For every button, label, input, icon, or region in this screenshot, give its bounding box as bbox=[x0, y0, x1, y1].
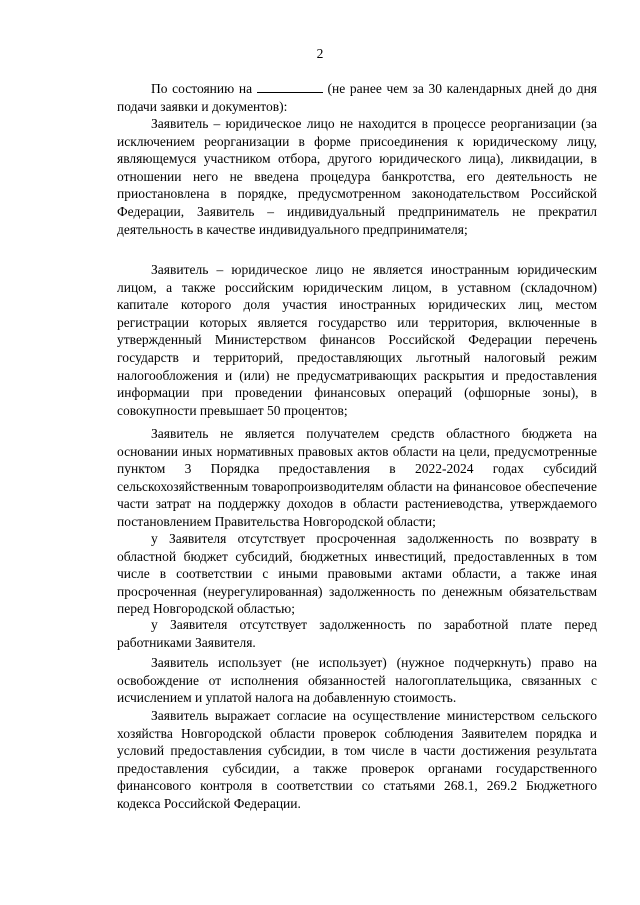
paragraph-foreign-entity: Заявитель – юридическое лицо не является иностранным юридическим лицом, а также российским юридическим лицом, в уставном (складочном) капитале которого доля участия иностранных юридических лиц, местом регистрации которых является государство или территория, включенные в утвержденный Министерством финансов Российской Федерации перечень государств и территорий, предоставляющих льготный налоговый режим налогообложения и (или) не предусматривающих раскрытия и предоставления информации при проведении финансовых операций (офшорные зоны), в совокупности превышает 50 процентов; bbox=[117, 262, 597, 418]
paragraph-vat-exemption: Заявитель использует (не использует) (нужное подчеркнуть) право на освобождение от исполнения обязанностей налогоплательщика, связанных с исчислением и уплатой налога на добавленную стоимость. bbox=[117, 655, 597, 706]
paragraph-consent-audits: Заявитель выражает согласие на осуществление министерством сельского хозяйства Новгородской области проверок соблюдения Заявителем порядка и условий предоставления субсидии, в том числе в части достижения результата предоставления субсидии, а также проверок органами государственного финансового контроля в соответствии со статьями 268.1, 269.2 Бюджетного кодекса Российской Федерации. bbox=[117, 708, 597, 811]
status-date-line bbox=[117, 80, 597, 115]
paragraph-overdue-debt: у Заявителя отсутствует просроченная задолженность по возврату в областной бюджет субсидий, бюджетных инвестиций, предоставленных в том числе в соответствии с иными правовыми актами области, а также иная просроченная (неурегулированная) задолженность по денежным обязательствам перед Новгородской областью; bbox=[117, 531, 597, 617]
status-date-label: По состоянию на bbox=[151, 81, 253, 96]
paragraph-salary-debt: у Заявителя отсутствует задолженность по заработной плате перед работниками Заявителя. bbox=[117, 617, 597, 650]
paragraph-reorganization: Заявитель – юридическое лицо не находится в процессе реорганизации (за исключением реорганизации в форме присоединения к юридическому лицу, являющемуся участником отбора, другого юридического лица), ликвидации, в отношении него не введена процедура банкротства, его деятельность не приостановлена в порядке, предусмотренном законодательством Российской Федерации, Заявитель – индивидуальный предприниматель не прекратил деятельность в качестве индивидуального предпринимателя; bbox=[117, 116, 597, 237]
page-number: 2 bbox=[316, 46, 324, 61]
status-date-note: (не ранее чем за 30 календарных дней до дня подачи заявки и документов): bbox=[117, 81, 598, 114]
date-blank-field bbox=[257, 80, 323, 93]
paragraph-regional-budget: Заявитель не является получателем средств областного бюджета на основании иных нормативных правовых актов области на цели, предусмотренные пунктом 3 Порядка предоставления в 2022-2024 годах субсидий сельскохозяйственным товаропроизводителям области на финансовое обеспечение части затрат на поддержку доходов в области растениеводства, утверждаемого постановлением Правительства Новгородской области; bbox=[117, 426, 597, 529]
